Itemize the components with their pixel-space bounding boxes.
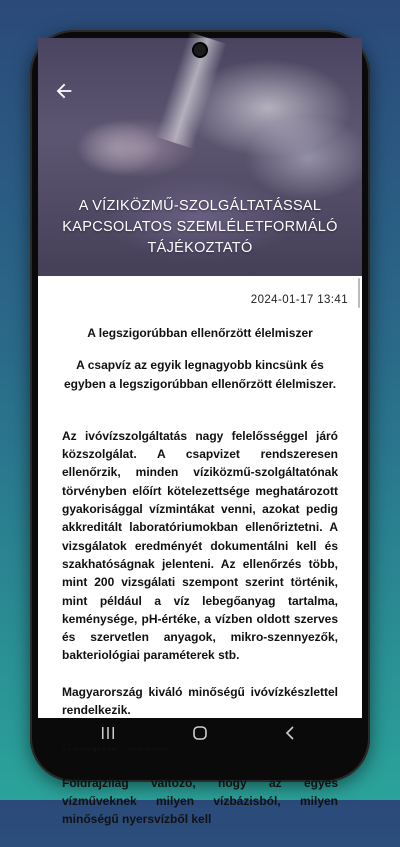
article-body — [62, 324, 338, 847]
hero-image — [38, 38, 362, 276]
front-camera — [194, 44, 206, 56]
scrollbar[interactable] — [358, 278, 360, 308]
article-paragraph: Az ivóvízszolgáltatás nagy felelősséggel járó közszolgálat. A csapvizet rendszeresen ellenőrzik, minden víziközmű-szolgáltatónak törvényben előírt kötelezettsége meghatározott gyakorisággal vízmintákat venni, azokat pedig akkreditált laboratóriumokban ellenőriztetni. A vizsgálatok eredményét dokumentálni kell és szakhatóságnak jelenteni. Az ellenőrzés több, mint 200 vizsgálati szempont szerint történik, mint például a víz lebegőanyag tartalma, keménysége, pH-értéke, a vízben oldott szerves és szervetlen anyagok, mikro-szennyezők, bakteriológiai paraméterek stb. — [62, 428, 338, 663]
hand-shape — [78, 118, 198, 178]
home-icon[interactable] — [180, 718, 220, 748]
article-paragraph: Földrajzilag változó, hogy az egyes vízműveknek milyen vízbázisból, milyen minőségű nyersvízből kell — [62, 775, 338, 827]
back-arrow-icon[interactable] — [52, 80, 76, 104]
article-paragraph: Magyarország kiváló minőségű ivóvízkészlettel rendelkezik. — [62, 684, 338, 718]
hero-title — [48, 196, 352, 259]
article-heading: A legszigorúbban ellenőrzött élelmiszer — [87, 326, 313, 340]
article-timestamp: 2024-01-17 13:41 — [250, 294, 348, 306]
recents-icon[interactable] — [88, 718, 128, 748]
hero-title-line-3: TÁJÉKOZTATÓ — [147, 240, 253, 256]
hero-title-line-2: KAPCSOLATOS SZEMLÉLETFORMÁLÓ — [62, 219, 338, 235]
system-navigation-bar — [38, 718, 362, 748]
chevron-left-icon[interactable] — [270, 718, 310, 748]
article-lead: A csapvíz az egyik legnagyobb kincsünk és egyben a legszigorúbban ellenőrzött élelmiszer. — [63, 358, 337, 391]
article-content[interactable] — [38, 276, 362, 827]
app-screen — [38, 38, 362, 827]
hero-title-line-1: A VÍZIKÖZMŰ-SZOLGÁLTATÁSSAL — [78, 198, 322, 214]
